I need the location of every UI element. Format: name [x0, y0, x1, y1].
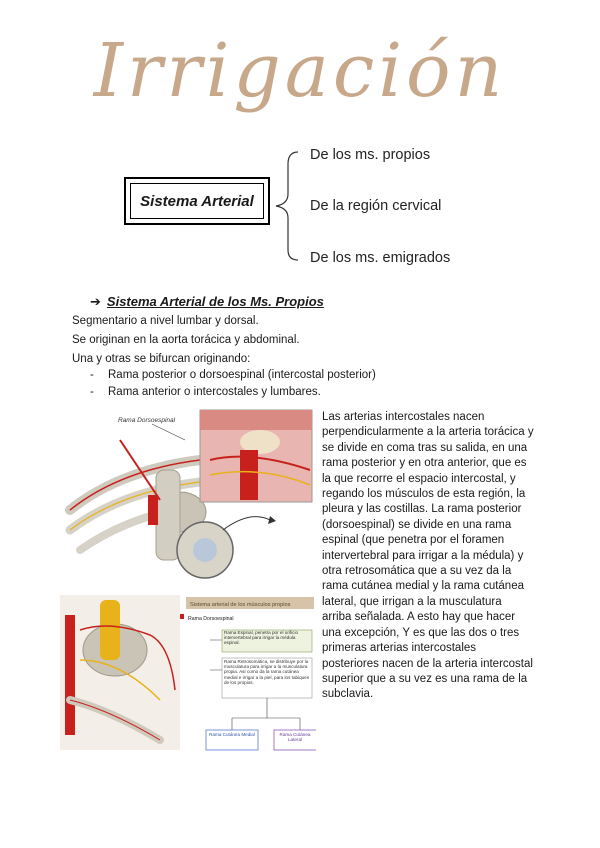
paragraph-line: Se originan en la aorta torácica y abdominal.	[72, 334, 300, 346]
figure-panel-title: Sistema arterial de los músculos propios	[190, 602, 291, 608]
sistema-arterial-box	[124, 177, 270, 225]
branch-brace	[268, 146, 308, 266]
section-heading	[90, 294, 324, 310]
paragraph-line: Una y otras se bifurcan originando:	[72, 353, 251, 365]
list-item-text: Rama posterior o dorsoespinal (intercostal posterior)	[108, 369, 376, 381]
arrow-right-icon: ➔	[90, 294, 101, 309]
bullet-list	[90, 367, 376, 401]
sistema-arterial-label: Sistema Arterial	[130, 183, 264, 219]
paragraph-line: Segmentario a nivel lumbar y dorsal.	[72, 315, 259, 327]
section-heading-text: Sistema Arterial de los Ms. Propios	[106, 294, 324, 309]
list-item: - Rama anterior o intercostales y lumbares.	[90, 386, 321, 398]
branch-ms-propios: De los ms. propios	[310, 147, 431, 163]
list-item-text: Rama anterior o intercostales y lumbares.	[108, 386, 321, 398]
figure-box-right: Rama Cutánea Lateral	[279, 732, 311, 743]
body-paragraph: Las arterias intercostales nacen perpendicularmente a la arteria torácica y se divide en coma tras su salida, en una rama posterior y en otra anterior, que es la que recorre el espacio intercostal, y regando los músculos de esta región, la pleura y las costillas. La rama posterior (dorsoespinal) se divide en una rama espinal (que penetra por el foramen intervertebral para irrigar a la médula) y otra retrosomática que a su vez da la rama cutánea medial y la rama cutánea lateral, que irrigan a la musculatura arriba señalada. A esto hay que hacer una excepción, Y es que las dos o tres primeras arterias intercostales posteriores nacen de la arteria intercostal superior que a su vez es una rama de la subclavia.	[322, 411, 534, 701]
page-title: Irrigación	[93, 28, 507, 114]
branch-region-cervical: De la región cervical	[310, 198, 442, 214]
figure-box-left: Rama Cutánea Medial	[209, 732, 255, 737]
branch-ms-emigrados: De los ms. emigrados	[310, 250, 451, 266]
list-item: - Rama posterior o dorsoespinal (intercostal posterior)	[90, 369, 376, 381]
figure-legend-1: Rama Dorsoespinal	[188, 616, 234, 622]
figure-legend-2: Rama Espinal, penetra por el orificio intervertebral para irrigar la médula espinal.	[224, 630, 299, 646]
figure-top-label: Rama Dorsoespinal	[118, 417, 176, 424]
figure-legend-3: Rama Retrosomática, se distribuye por la musculatura para irrigar a la musculatura propia. Así como da la rama cutánea medial e irrigar a la piel, para los tabiques de los propios.	[224, 659, 310, 685]
anatomy-figure	[60, 400, 316, 768]
